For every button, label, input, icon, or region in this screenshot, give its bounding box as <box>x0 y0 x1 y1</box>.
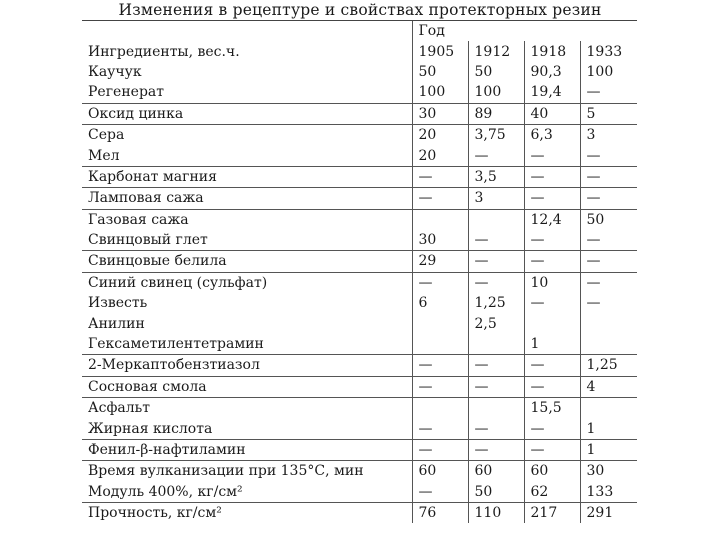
value-cell-1933: — <box>580 82 637 103</box>
value-cell-1933 <box>580 313 637 333</box>
value-cell-1905: — <box>412 188 468 209</box>
value-cell-1912: 50 <box>468 482 524 503</box>
value-cell-1905 <box>412 398 468 419</box>
value-cell-1918 <box>524 313 580 333</box>
ingredient-name: Жирная кислота <box>82 418 412 439</box>
value-cell-1905: 20 <box>412 124 468 145</box>
value-cell-1918: — <box>524 166 580 187</box>
header-row-years <box>82 41 637 61</box>
ingredient-name: Газовая сажа <box>88 211 189 228</box>
ingredient-name: Регенерат <box>82 82 412 103</box>
table-row <box>82 145 637 166</box>
value-cell-1918: — <box>524 355 580 376</box>
value-cell-1912: — <box>468 145 524 166</box>
value-cell-1933: — <box>580 188 637 209</box>
table-row <box>82 482 637 503</box>
ingredient-name: Известь <box>88 295 148 312</box>
value-cell-1912: 100 <box>468 82 524 103</box>
value-cell-1933: 4 <box>580 376 637 397</box>
value-cell-1918: — <box>524 251 580 272</box>
value-cell-1933: 5 <box>580 103 637 124</box>
value-cell-1933 <box>580 334 637 355</box>
value-cell-1912: — <box>468 376 524 397</box>
value-cell-1933: — <box>580 230 637 251</box>
value-cell-1918: 62 <box>524 482 580 503</box>
ingredient-name: Свинцовые белила <box>82 251 412 272</box>
value-cell-1905: — <box>412 482 468 503</box>
value-cell-1912: 3 <box>468 188 524 209</box>
value-cell-1912: 60 <box>468 461 524 482</box>
value-cell-1918: 90,3 <box>524 62 580 82</box>
value-cell-1912: 89 <box>468 103 524 124</box>
ingredient-name: Гексаметилентетрамин <box>82 334 412 355</box>
value-cell-1912 <box>468 209 524 230</box>
value-cell-1905: 50 <box>412 62 468 82</box>
table-row <box>82 439 637 460</box>
value-cell-1912: 3,75 <box>468 124 524 145</box>
table-row <box>82 272 637 293</box>
value-cell-1912 <box>468 398 524 419</box>
value-cell-1905: 6 <box>412 293 468 313</box>
table-row <box>82 82 637 103</box>
ingredient-name: Мел <box>82 145 412 166</box>
value-cell-1918: 10 <box>524 272 580 293</box>
value-cell-1933 <box>580 398 637 419</box>
table-row <box>82 62 637 82</box>
table-row <box>82 230 637 251</box>
value-cell-1933: 30 <box>580 461 637 482</box>
year-1918: 1918 <box>524 41 580 61</box>
value-cell-1933: — <box>580 293 637 313</box>
value-cell-1918: 60 <box>524 461 580 482</box>
ingredient-name: Каучук <box>88 63 142 80</box>
year-1905: 1905 <box>412 41 468 61</box>
value-cell-1918: — <box>524 418 580 439</box>
ingredient-name: Ламповая сажа <box>82 188 412 209</box>
value-cell-1912: 110 <box>468 502 524 523</box>
value-cell-1918: 15,5 <box>524 398 580 419</box>
value-cell-1918: — <box>524 188 580 209</box>
ingredients-label: Ингредиенты, вес.ч. <box>88 43 240 60</box>
table-row <box>82 103 637 124</box>
ingredient-name: Время вулканизации при 135°С, мин <box>88 463 364 480</box>
ingredient-name: 2-Меркаптобензтиазол <box>82 355 412 376</box>
value-cell-1918: — <box>524 145 580 166</box>
value-cell-1912: — <box>468 355 524 376</box>
ingredient-name: Свинцовый глет <box>82 230 412 251</box>
value-cell-1905: — <box>412 439 468 460</box>
value-cell-1905: — <box>412 418 468 439</box>
table-row <box>82 124 637 145</box>
value-cell-1918: — <box>524 293 580 313</box>
value-cell-1905: 76 <box>412 502 468 523</box>
value-cell-1905: 30 <box>412 230 468 251</box>
value-cell-1905: — <box>412 376 468 397</box>
value-cell-1933: 50 <box>580 209 637 230</box>
value-cell-1918: 1 <box>524 334 580 355</box>
value-cell-1905: 30 <box>412 103 468 124</box>
header-row-year <box>82 21 637 41</box>
value-cell-1918: 12,4 <box>524 209 580 230</box>
ingredient-name: Модуль 400%, кг/см² <box>82 482 412 503</box>
ingredient-name: Фенил-β-нафтиламин <box>82 439 412 460</box>
value-cell-1933: 3 <box>580 124 637 145</box>
year-1933: 1933 <box>580 41 637 61</box>
value-cell-1918: 217 <box>524 502 580 523</box>
value-cell-1905: 100 <box>412 82 468 103</box>
value-cell-1933: — <box>580 166 637 187</box>
table-row <box>82 293 637 313</box>
header-empty-cell <box>82 21 412 41</box>
value-cell-1933: 100 <box>580 62 637 82</box>
value-cell-1912: 50 <box>468 62 524 82</box>
value-cell-1918: — <box>524 376 580 397</box>
value-cell-1905 <box>412 209 468 230</box>
table-row <box>82 313 637 333</box>
table-row <box>82 418 637 439</box>
value-cell-1933: 1 <box>580 439 637 460</box>
value-cell-1912: — <box>468 439 524 460</box>
value-cell-1933: — <box>580 251 637 272</box>
value-cell-1912: 3,5 <box>468 166 524 187</box>
table-row <box>82 251 637 272</box>
value-cell-1912: — <box>468 230 524 251</box>
value-cell-1912: 1,25 <box>468 293 524 313</box>
table-row <box>82 398 637 419</box>
value-cell-1905: — <box>412 355 468 376</box>
ingredient-name: Асфальт <box>88 400 151 417</box>
ingredient-name: Сера <box>88 127 125 144</box>
value-cell-1912: 2,5 <box>468 313 524 333</box>
table-row <box>82 376 637 397</box>
table-row <box>82 334 637 355</box>
ingredient-name: Сосновая смола <box>82 376 412 397</box>
recipe-table-body <box>82 21 637 523</box>
value-cell-1933: 133 <box>580 482 637 503</box>
year-label: Год <box>412 21 637 41</box>
year-1912: 1912 <box>468 41 524 61</box>
ingredient-name: Оксид цинка <box>82 103 412 124</box>
value-cell-1918: — <box>524 439 580 460</box>
value-cell-1912: — <box>468 251 524 272</box>
value-cell-1918: 40 <box>524 103 580 124</box>
value-cell-1912 <box>468 334 524 355</box>
table-row <box>82 461 637 482</box>
value-cell-1933: 291 <box>580 502 637 523</box>
document-title: Изменения в рецептуре и свойствах протекторных резин <box>118 1 602 19</box>
value-cell-1933: 1 <box>580 418 637 439</box>
table-row <box>82 188 637 209</box>
table-row <box>82 166 637 187</box>
ingredient-name: Анилин <box>88 315 145 332</box>
value-cell-1933: 1,25 <box>580 355 637 376</box>
value-cell-1905: — <box>412 272 468 293</box>
value-cell-1905: 29 <box>412 251 468 272</box>
ingredient-name: Карбонат магния <box>82 166 412 187</box>
value-cell-1905 <box>412 334 468 355</box>
value-cell-1905: 60 <box>412 461 468 482</box>
ingredient-name: Синий свинец (сульфат) <box>88 274 268 291</box>
value-cell-1933: — <box>580 145 637 166</box>
ingredient-name: Прочность, кг/см² <box>88 505 222 522</box>
table-row <box>82 502 637 523</box>
value-cell-1918: 6,3 <box>524 124 580 145</box>
value-cell-1933: — <box>580 272 637 293</box>
value-cell-1905 <box>412 313 468 333</box>
value-cell-1912: — <box>468 272 524 293</box>
recipe-table <box>82 21 637 523</box>
value-cell-1918: — <box>524 230 580 251</box>
table-row <box>82 355 637 376</box>
value-cell-1905: 20 <box>412 145 468 166</box>
value-cell-1905: — <box>412 166 468 187</box>
value-cell-1912: — <box>468 418 524 439</box>
value-cell-1918: 19,4 <box>524 82 580 103</box>
table-row <box>82 209 637 230</box>
